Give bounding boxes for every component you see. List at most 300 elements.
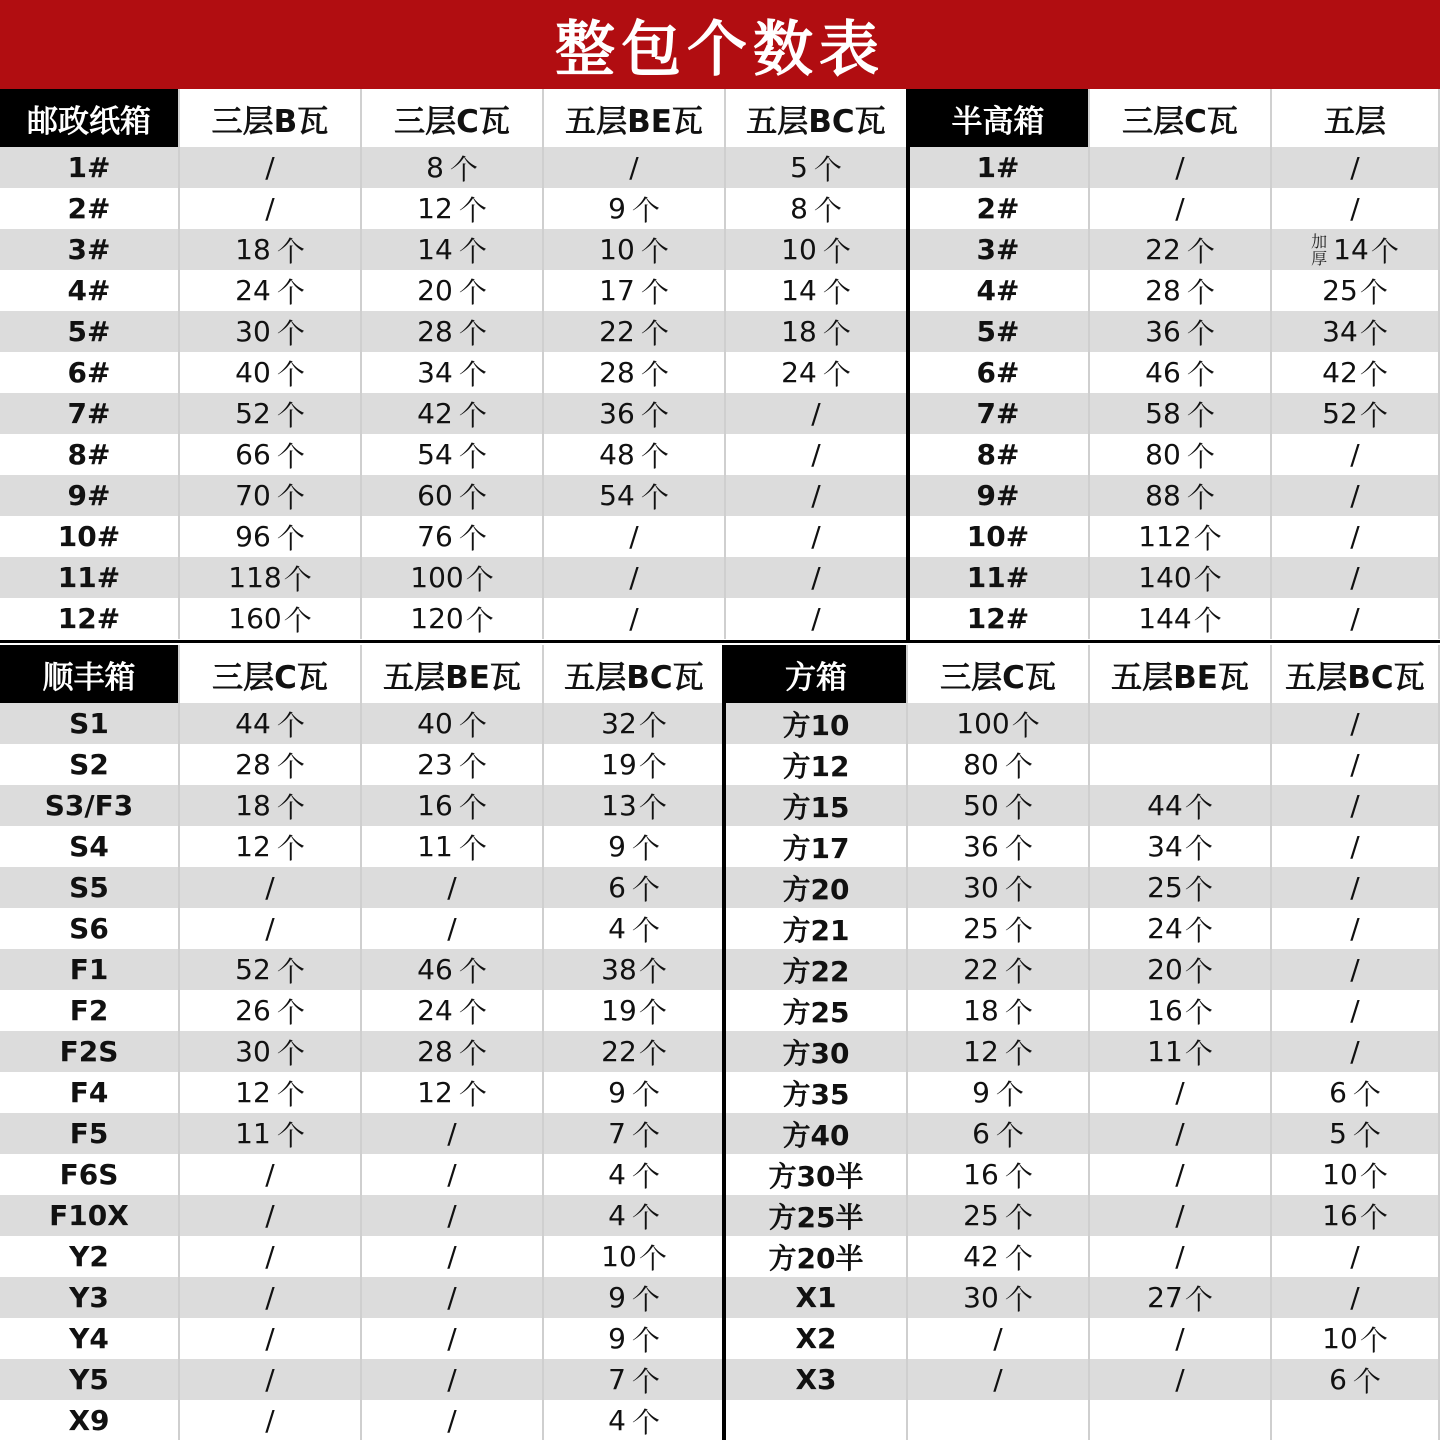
bottom-cell-r16-c4: X3 <box>726 1359 908 1400</box>
bottom-cell-r9-c0: F4 <box>0 1072 180 1113</box>
section-divider <box>0 640 1440 643</box>
count-unit: 个 <box>631 872 660 906</box>
bottom-cell-r6-c1 <box>180 949 362 990</box>
bottom-cell-r7-c0: F2 <box>0 990 180 1031</box>
count-value: 46 <box>417 953 453 986</box>
count-unit: 个 <box>1193 521 1222 555</box>
count-value: 54 <box>599 479 635 512</box>
bottom-cell-r17-c0: X9 <box>0 1400 180 1440</box>
top-cell-r3-c4 <box>726 270 908 311</box>
top-cell-r8-c6 <box>1090 475 1272 516</box>
top-cell-r2-c3 <box>544 229 726 270</box>
bottom-cell-r17-c2: / <box>362 1400 544 1440</box>
count-value: 70 <box>235 479 271 512</box>
count-unit: 个 <box>458 954 487 988</box>
top-cell-r11-c1 <box>180 598 362 639</box>
count-unit: 个 <box>640 316 669 350</box>
count-unit: 个 <box>458 831 487 865</box>
count-unit: 个 <box>458 439 487 473</box>
bottom-cell-r10-c5 <box>908 1113 1090 1154</box>
count-unit: 个 <box>1186 398 1215 432</box>
bottom-cell-r12-c4: 方25半 <box>726 1195 908 1236</box>
bottom-cell-r1-c1 <box>180 744 362 785</box>
count-value: 7 <box>608 1117 626 1150</box>
count-unit: 个 <box>638 1036 667 1070</box>
bottom-cell-r8-c0: F2S <box>0 1031 180 1072</box>
bottom-cell-r15-c3 <box>544 1318 726 1359</box>
count-value: 48 <box>599 438 635 471</box>
bottom-cell-r14-c2: / <box>362 1277 544 1318</box>
bottom-cell-r2-c4: 方15 <box>726 785 908 826</box>
bottom-header-6: 五层BE瓦 <box>1090 645 1272 703</box>
top-cell-r11-c3: / <box>544 598 726 639</box>
bottom-cell-r13-c2: / <box>362 1236 544 1277</box>
count-unit: 个 <box>276 398 305 432</box>
bottom-cell-r17-c6 <box>1090 1400 1272 1440</box>
count-unit: 个 <box>631 1323 660 1357</box>
bottom-cell-r16-c5: / <box>908 1359 1090 1400</box>
bottom-cell-r16-c2: / <box>362 1359 544 1400</box>
top-cell-r9-c0: 10# <box>0 516 180 557</box>
bottom-cell-r11-c4: 方30半 <box>726 1154 908 1195</box>
count-unit: 个 <box>638 954 667 988</box>
count-unit: 个 <box>640 480 669 514</box>
bottom-cell-r6-c5 <box>908 949 1090 990</box>
count-value: 14 <box>1333 233 1369 266</box>
count-value: 25 <box>1322 274 1358 307</box>
top-cell-r10-c4: / <box>726 557 908 598</box>
count-value: 140 <box>1138 561 1192 594</box>
count-unit: 个 <box>276 790 305 824</box>
thickened-note: 加 厚 <box>1311 231 1328 268</box>
count-unit: 个 <box>1352 1364 1381 1398</box>
top-cell-r3-c6 <box>1090 270 1272 311</box>
top-cell-r5-c5: 6# <box>908 352 1090 393</box>
top-cell-r10-c0: 11# <box>0 557 180 598</box>
top-cell-r6-c4: / <box>726 393 908 434</box>
top-cell-r9-c3: / <box>544 516 726 557</box>
top-cell-r7-c4: / <box>726 434 908 475</box>
count-unit: 个 <box>1184 790 1213 824</box>
bottom-cell-r10-c0: F5 <box>0 1113 180 1154</box>
bottom-cell-r14-c6 <box>1090 1277 1272 1318</box>
count-value: 42 <box>417 397 453 430</box>
count-unit: 个 <box>1359 1159 1388 1193</box>
bottom-cell-r4-c6 <box>1090 867 1272 908</box>
count-value: 30 <box>963 1281 999 1314</box>
count-value: 7 <box>608 1363 626 1396</box>
top-header-0: 邮政纸箱 <box>0 89 180 147</box>
bottom-cell-r13-c5 <box>908 1236 1090 1277</box>
bottom-cell-r8-c3 <box>544 1031 726 1072</box>
top-cell-r8-c0: 9# <box>0 475 180 516</box>
bottom-cell-r0-c0: S1 <box>0 703 180 744</box>
count-value: 18 <box>235 233 271 266</box>
bottom-cell-r10-c4: 方40 <box>726 1113 908 1154</box>
count-value: 4 <box>608 1404 626 1437</box>
count-value: 9 <box>972 1076 990 1109</box>
bottom-cell-r17-c5 <box>908 1400 1090 1440</box>
bottom-cell-r16-c0: Y5 <box>0 1359 180 1400</box>
bottom-cell-r15-c7 <box>1272 1318 1440 1359</box>
bottom-header-7: 五层BC瓦 <box>1272 645 1440 703</box>
bottom-cell-r5-c7: / <box>1272 908 1440 949</box>
bottom-cell-r5-c4: 方21 <box>726 908 908 949</box>
count-unit: 个 <box>1186 480 1215 514</box>
count-unit: 个 <box>1352 1077 1381 1111</box>
top-cell-r2-c0: 3# <box>0 229 180 270</box>
top-cell-r2-c7 <box>1272 229 1440 270</box>
count-value: 44 <box>1147 789 1183 822</box>
bottom-cell-r8-c5 <box>908 1031 1090 1072</box>
count-value: 6 <box>1329 1076 1347 1109</box>
count-value: 6 <box>1329 1363 1347 1396</box>
bottom-cell-r10-c1 <box>180 1113 362 1154</box>
bottom-cell-r0-c6 <box>1090 703 1272 744</box>
count-unit: 个 <box>1004 1282 1033 1316</box>
count-unit: 个 <box>1184 913 1213 947</box>
count-unit: 个 <box>1359 398 1388 432</box>
bottom-cell-r1-c6 <box>1090 744 1272 785</box>
top-cell-r10-c1 <box>180 557 362 598</box>
count-value: 50 <box>963 789 999 822</box>
bottom-cell-r12-c3 <box>544 1195 726 1236</box>
bottom-cell-r3-c2 <box>362 826 544 867</box>
count-value: 28 <box>1145 274 1181 307</box>
top-cell-r6-c7 <box>1272 393 1440 434</box>
top-cell-r2-c1 <box>180 229 362 270</box>
top-section-divider <box>906 89 910 641</box>
bottom-cell-r6-c3 <box>544 949 726 990</box>
bottom-cell-r9-c6: / <box>1090 1072 1272 1113</box>
bottom-cell-r10-c6: / <box>1090 1113 1272 1154</box>
count-value: 12 <box>963 1035 999 1068</box>
count-unit: 个 <box>1004 749 1033 783</box>
count-unit: 个 <box>283 603 312 637</box>
count-value: 11 <box>417 830 453 863</box>
count-value: 28 <box>599 356 635 389</box>
bottom-cell-r7-c1 <box>180 990 362 1031</box>
count-value: 22 <box>1145 233 1181 266</box>
count-unit: 个 <box>276 995 305 1029</box>
count-value: 88 <box>1145 479 1181 512</box>
count-unit: 个 <box>276 357 305 391</box>
bottom-cell-r3-c4: 方17 <box>726 826 908 867</box>
count-value: 19 <box>601 994 637 1027</box>
bottom-cell-r0-c3 <box>544 703 726 744</box>
count-unit: 个 <box>822 357 851 391</box>
top-cell-r3-c2 <box>362 270 544 311</box>
bottom-cell-r14-c0: Y3 <box>0 1277 180 1318</box>
top-cell-r4-c2 <box>362 311 544 352</box>
top-cell-r0-c6: / <box>1090 147 1272 188</box>
count-value: 42 <box>1322 356 1358 389</box>
top-header-5: 半高箱 <box>908 89 1090 147</box>
count-value: 10 <box>781 233 817 266</box>
bottom-cell-r15-c2: / <box>362 1318 544 1359</box>
count-value: 22 <box>963 953 999 986</box>
top-cell-r7-c7: / <box>1272 434 1440 475</box>
bottom-cell-r11-c0: F6S <box>0 1154 180 1195</box>
bottom-cell-r1-c7: / <box>1272 744 1440 785</box>
count-unit: 个 <box>1004 831 1033 865</box>
bottom-cell-r2-c0: S3/F3 <box>0 785 180 826</box>
top-cell-r3-c1 <box>180 270 362 311</box>
count-unit: 个 <box>638 995 667 1029</box>
bottom-cell-r1-c2 <box>362 744 544 785</box>
top-cell-r9-c2 <box>362 516 544 557</box>
top-cell-r9-c1 <box>180 516 362 557</box>
top-cell-r6-c6 <box>1090 393 1272 434</box>
count-value: 14 <box>417 233 453 266</box>
top-cell-r5-c3 <box>544 352 726 393</box>
count-unit: 个 <box>631 1405 660 1439</box>
count-value: 40 <box>417 707 453 740</box>
count-unit: 个 <box>458 749 487 783</box>
count-unit: 个 <box>1352 1118 1381 1152</box>
top-cell-r11-c2 <box>362 598 544 639</box>
count-value: 36 <box>599 397 635 430</box>
bottom-cell-r4-c5 <box>908 867 1090 908</box>
count-value: 160 <box>228 602 282 635</box>
count-unit: 个 <box>458 480 487 514</box>
count-unit: 个 <box>465 603 494 637</box>
count-value: 30 <box>235 1035 271 1068</box>
top-cell-r8-c5: 9# <box>908 475 1090 516</box>
bottom-cell-r13-c4: 方20半 <box>726 1236 908 1277</box>
count-value: 44 <box>235 707 271 740</box>
bottom-header-5: 三层C瓦 <box>908 645 1090 703</box>
count-unit: 个 <box>276 1077 305 1111</box>
bottom-cell-r2-c2 <box>362 785 544 826</box>
bottom-cell-r8-c4: 方30 <box>726 1031 908 1072</box>
top-cell-r4-c0: 5# <box>0 311 180 352</box>
bottom-cell-r6-c0: F1 <box>0 949 180 990</box>
count-value: 34 <box>1147 830 1183 863</box>
bottom-cell-r7-c6 <box>1090 990 1272 1031</box>
bottom-cell-r0-c1 <box>180 703 362 744</box>
top-header-6: 三层C瓦 <box>1090 89 1272 147</box>
top-cell-r3-c7 <box>1272 270 1440 311</box>
count-value: 80 <box>963 748 999 781</box>
count-unit: 个 <box>1359 1323 1388 1357</box>
bottom-cell-r9-c2 <box>362 1072 544 1113</box>
count-unit: 个 <box>1359 357 1388 391</box>
bottom-cell-r11-c3 <box>544 1154 726 1195</box>
count-unit: 个 <box>458 1036 487 1070</box>
count-unit: 个 <box>1193 562 1222 596</box>
bottom-cell-r13-c7: / <box>1272 1236 1440 1277</box>
bottom-cell-r5-c5 <box>908 908 1090 949</box>
bottom-cell-r8-c1 <box>180 1031 362 1072</box>
top-cell-r1-c2 <box>362 188 544 229</box>
bottom-header-4: 方箱 <box>726 645 908 703</box>
bottom-cell-r6-c4: 方22 <box>726 949 908 990</box>
bottom-cell-r9-c1 <box>180 1072 362 1113</box>
bottom-cell-r7-c2 <box>362 990 544 1031</box>
count-unit: 个 <box>1004 872 1033 906</box>
bottom-cell-r2-c5 <box>908 785 1090 826</box>
count-unit: 个 <box>631 1282 660 1316</box>
count-value: 11 <box>235 1117 271 1150</box>
count-value: 16 <box>963 1158 999 1191</box>
count-value: 40 <box>235 356 271 389</box>
bottom-cell-r13-c1: / <box>180 1236 362 1277</box>
count-value: 16 <box>417 789 453 822</box>
top-cell-r9-c7: / <box>1272 516 1440 557</box>
top-cell-r1-c0: 2# <box>0 188 180 229</box>
count-unit: 个 <box>1186 234 1215 268</box>
bottom-cell-r7-c4: 方25 <box>726 990 908 1031</box>
bottom-cell-r3-c3 <box>544 826 726 867</box>
top-cell-r8-c3 <box>544 475 726 516</box>
count-unit: 个 <box>640 357 669 391</box>
bottom-cell-r9-c3 <box>544 1072 726 1113</box>
top-cell-r6-c0: 7# <box>0 393 180 434</box>
count-value: 28 <box>417 315 453 348</box>
bottom-cell-r11-c1: / <box>180 1154 362 1195</box>
count-unit: 个 <box>1004 1036 1033 1070</box>
count-unit: 个 <box>458 708 487 742</box>
count-unit: 个 <box>1193 603 1222 637</box>
count-value: 10 <box>599 233 635 266</box>
count-unit: 个 <box>995 1118 1024 1152</box>
count-value: 18 <box>963 994 999 1027</box>
count-value: 4 <box>608 912 626 945</box>
top-cell-r2-c2 <box>362 229 544 270</box>
bottom-cell-r6-c7: / <box>1272 949 1440 990</box>
count-value: 144 <box>1138 602 1192 635</box>
top-cell-r11-c0: 12# <box>0 598 180 639</box>
top-header-1: 三层B瓦 <box>180 89 362 147</box>
bottom-cell-r14-c3 <box>544 1277 726 1318</box>
count-unit: 个 <box>1359 316 1388 350</box>
count-value: 120 <box>410 602 464 635</box>
count-unit: 个 <box>638 1241 667 1275</box>
top-cell-r1-c7: / <box>1272 188 1440 229</box>
count-unit: 个 <box>638 708 667 742</box>
count-unit: 个 <box>276 1036 305 1070</box>
count-unit: 个 <box>631 1077 660 1111</box>
count-value: 34 <box>417 356 453 389</box>
count-unit: 个 <box>458 193 487 227</box>
bottom-section-divider <box>722 645 726 1440</box>
top-cell-r5-c1 <box>180 352 362 393</box>
bottom-cell-r16-c7 <box>1272 1359 1440 1400</box>
bottom-cell-r12-c1: / <box>180 1195 362 1236</box>
bottom-cell-r8-c2 <box>362 1031 544 1072</box>
count-value: 52 <box>1322 397 1358 430</box>
count-value: 6 <box>608 871 626 904</box>
bottom-cell-r11-c5 <box>908 1154 1090 1195</box>
count-value: 19 <box>601 748 637 781</box>
count-unit: 个 <box>1004 995 1033 1029</box>
count-value: 23 <box>417 748 453 781</box>
count-value: 96 <box>235 520 271 553</box>
page-title-banner <box>0 0 1440 89</box>
count-value: 16 <box>1147 994 1183 1027</box>
top-cell-r8-c7: / <box>1272 475 1440 516</box>
top-table <box>0 89 1440 641</box>
bottom-cell-r12-c0: F10X <box>0 1195 180 1236</box>
bottom-table <box>0 645 1440 1440</box>
count-unit: 个 <box>1004 913 1033 947</box>
page-title: 整包个数表 <box>555 14 885 85</box>
bottom-cell-r2-c7: / <box>1272 785 1440 826</box>
top-cell-r2-c4 <box>726 229 908 270</box>
bottom-cell-r11-c7 <box>1272 1154 1440 1195</box>
top-cell-r0-c5: 1# <box>908 147 1090 188</box>
count-value: 9 <box>608 192 626 225</box>
bottom-cell-r17-c7 <box>1272 1400 1440 1440</box>
bottom-cell-r10-c3 <box>544 1113 726 1154</box>
bottom-cell-r3-c0: S4 <box>0 826 180 867</box>
bottom-cell-r5-c2: / <box>362 908 544 949</box>
bottom-cell-r13-c3 <box>544 1236 726 1277</box>
count-unit: 个 <box>640 439 669 473</box>
count-value: 8 <box>790 192 808 225</box>
count-value: 25 <box>963 1199 999 1232</box>
count-unit: 个 <box>458 357 487 391</box>
count-value: 118 <box>228 561 282 594</box>
count-unit: 个 <box>1359 1200 1388 1234</box>
count-unit: 个 <box>458 234 487 268</box>
bottom-cell-r0-c2 <box>362 703 544 744</box>
count-unit: 个 <box>458 398 487 432</box>
bottom-cell-r5-c0: S6 <box>0 908 180 949</box>
count-unit: 个 <box>1004 954 1033 988</box>
count-value: 66 <box>235 438 271 471</box>
top-cell-r8-c4: / <box>726 475 908 516</box>
count-value: 9 <box>608 1281 626 1314</box>
count-value: 4 <box>608 1199 626 1232</box>
count-unit: 个 <box>1184 1036 1213 1070</box>
bottom-cell-r15-c4: X2 <box>726 1318 908 1359</box>
count-value: 6 <box>972 1117 990 1150</box>
count-value: 4 <box>608 1158 626 1191</box>
bottom-cell-r0-c7: / <box>1272 703 1440 744</box>
count-value: 32 <box>601 707 637 740</box>
bottom-cell-r2-c1 <box>180 785 362 826</box>
count-value: 28 <box>235 748 271 781</box>
count-value: 9 <box>608 830 626 863</box>
count-value: 30 <box>963 871 999 904</box>
count-unit: 个 <box>276 521 305 555</box>
top-cell-r4-c7 <box>1272 311 1440 352</box>
top-cell-r5-c6 <box>1090 352 1272 393</box>
count-value: 34 <box>1322 315 1358 348</box>
count-value: 14 <box>781 274 817 307</box>
top-cell-r11-c7: / <box>1272 598 1440 639</box>
count-value: 5 <box>1329 1117 1347 1150</box>
count-unit: 个 <box>465 562 494 596</box>
count-value: 46 <box>1145 356 1181 389</box>
count-unit: 个 <box>631 1118 660 1152</box>
bottom-cell-r5-c3 <box>544 908 726 949</box>
top-cell-r11-c5: 12# <box>908 598 1090 639</box>
count-unit: 个 <box>631 193 660 227</box>
top-cell-r5-c4 <box>726 352 908 393</box>
bottom-cell-r7-c5 <box>908 990 1090 1031</box>
count-unit: 个 <box>631 1364 660 1398</box>
top-cell-r5-c2 <box>362 352 544 393</box>
top-header-4: 五层BC瓦 <box>726 89 908 147</box>
count-value: 100 <box>410 561 464 594</box>
count-unit: 个 <box>1186 439 1215 473</box>
bottom-cell-r3-c1 <box>180 826 362 867</box>
top-cell-r9-c4: / <box>726 516 908 557</box>
top-cell-r8-c1 <box>180 475 362 516</box>
